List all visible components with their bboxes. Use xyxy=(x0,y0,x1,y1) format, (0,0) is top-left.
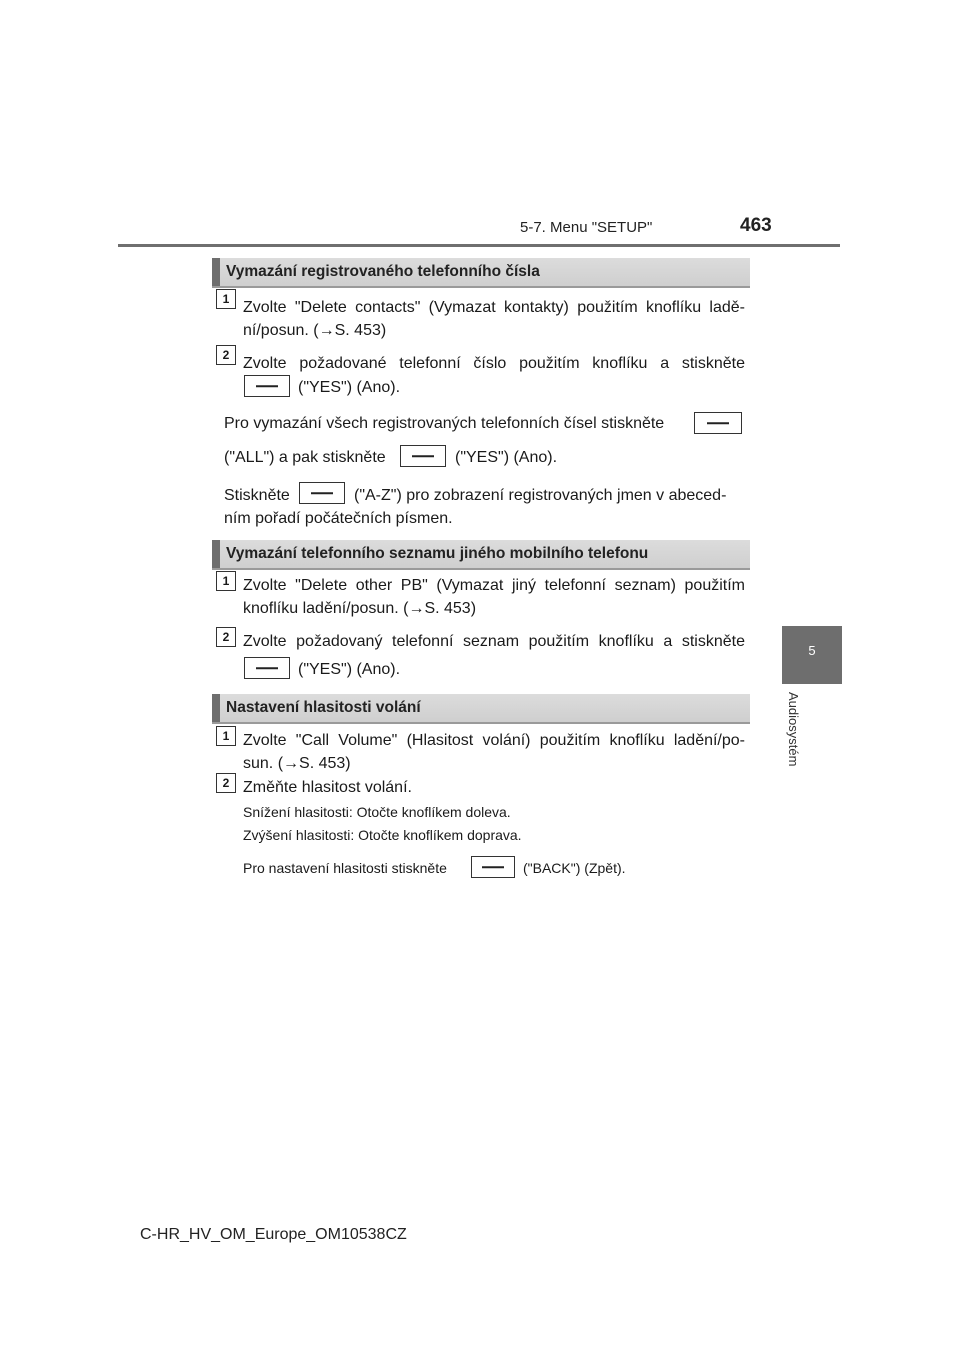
step-text: Zvolte "Delete other PB" (Vymazat jiný telefonní seznam) použitím xyxy=(243,577,745,594)
step-number-badge: 1 xyxy=(216,289,236,309)
section-heading xyxy=(212,694,750,722)
step-text: Změňte hlasitost volání. xyxy=(243,779,412,796)
step-number-badge: 2 xyxy=(216,627,236,647)
note-text: ("BACK") (Zpět). xyxy=(523,860,626,876)
section-heading xyxy=(212,258,750,286)
a-z-button-icon xyxy=(299,482,345,504)
back-button-icon xyxy=(471,856,515,878)
step-text: Zvolte požadovaný telefonní seznam použitím knoflíku a stiskněte xyxy=(243,633,745,650)
step-text: Zvolte "Call Volume" (Hlasitost volání) použitím knoflíku ladění/po- xyxy=(243,732,745,749)
section-divider xyxy=(212,568,750,570)
page-number: 463 xyxy=(740,215,772,236)
all-button-icon xyxy=(694,412,742,434)
step-number-badge: 2 xyxy=(216,773,236,793)
note-text: Stiskněte xyxy=(224,487,290,504)
section-heading xyxy=(212,540,750,568)
step-text: ("YES") (Ano). xyxy=(298,661,401,678)
note-text: Zvýšení hlasitosti: Otočte knoflíkem doprava. xyxy=(243,827,522,843)
note-text: ("YES") (Ano). xyxy=(455,449,558,466)
document-id: C-HR_HV_OM_Europe_OM10538CZ xyxy=(140,1226,407,1243)
yes-button-icon xyxy=(244,657,290,679)
step-text: knoflíku ladění/posun. (→S. 453) xyxy=(243,600,477,617)
step-number-badge: 2 xyxy=(216,345,236,365)
note-text: ("ALL") a pak stiskněte xyxy=(224,449,386,466)
chapter-number: 5 xyxy=(808,643,816,658)
section-divider xyxy=(212,722,750,724)
running-header-title: 5-7. Menu "SETUP" xyxy=(520,219,653,236)
section-title: Nastavení hlasitosti volání xyxy=(226,699,421,716)
yes-button-icon xyxy=(244,375,290,397)
chapter-label: Audiosystém xyxy=(786,692,801,767)
step-number-badge: 1 xyxy=(216,726,236,746)
yes-button-icon xyxy=(400,445,446,467)
step-text: Zvolte požadované telefonní číslo použitím knoflíku a stiskněte xyxy=(243,355,745,372)
step-number-badge: 1 xyxy=(216,571,236,591)
section-title: Vymazání telefonního seznamu jiného mobilního telefonu xyxy=(226,545,649,562)
note-text: Pro nastavení hlasitosti stiskněte xyxy=(243,860,447,876)
note-text: ním pořadí počátečních písmen. xyxy=(224,510,453,527)
step-text: sun. (→S. 453) xyxy=(243,755,351,772)
note-text: ("A-Z") pro zobrazení registrovaných jmen v abeced- xyxy=(354,487,727,504)
section-title: Vymazání registrovaného telefonního čísla xyxy=(226,263,540,280)
note-text: Snížení hlasitosti: Otočte knoflíkem doleva. xyxy=(243,804,511,820)
step-text: ní/posun. (→S. 453) xyxy=(243,322,387,339)
note-text: Pro vymazání všech registrovaných telefonních čísel stiskněte xyxy=(224,415,665,432)
step-text: ("YES") (Ano). xyxy=(298,379,401,396)
header-divider xyxy=(118,244,840,247)
step-text: Zvolte "Delete contacts" (Vymazat kontakty) použitím knoflíku ladě- xyxy=(243,299,745,316)
section-divider xyxy=(212,286,750,288)
